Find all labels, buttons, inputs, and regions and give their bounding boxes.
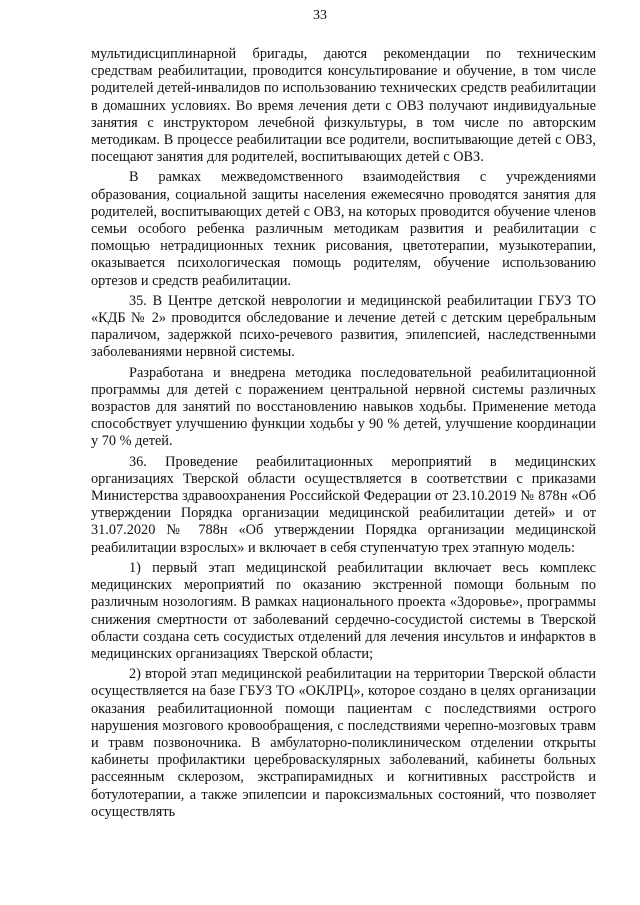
paragraph-item-36: 36. Проведение реабилитационных мероприятий в медицинских организациях Тверской области осуществляется в соответствии с приказами Министерства здравоохранения Российской Федерации от 23.10.2019 № 878н «Об утверждении Порядка организации медицинской реабилитации детей» и от 31.07.2020 № 788н «Об утверждении Порядка организации медицинской реабилитации взрослых» и включает в себя ступенчатую трех этапную модель: bbox=[91, 453, 596, 556]
paragraph-method: Разработана и внедрена методика последовательной реабилитационной программы для детей с поражением центральной нервной системы различных возрастов для занятий по восстановлению навыков ходьбы. Применение метода способствует улучшению функции ходьбы у 90 % детей, улучшение координации у 70 % детей. bbox=[91, 364, 596, 450]
page-number: 33 bbox=[313, 8, 327, 23]
paragraph-stage-2: 2) второй этап медицинской реабилитации на территории Тверской области осуществляется на базе ГБУЗ ТО «ОКЛРЦ», которое создано в целях организации оказания реабилитационной помощи пациентам с последствиями острого нарушения мозгового кровообращения, с последствиями черепно-мозговых травм и травм позвоночника. В амбулаторно-поликлиническом отделении открыты кабинеты профилактики цереброваскулярных заболеваний, кабинеты больных рассеянным склерозом, экстрапирамидных и когнитивных расстройств и ботулотерапии, а также эпилепсии и пароксизмальных состояний, что позволяет осуществлять bbox=[91, 666, 596, 820]
paragraph-continuation: мультидисциплинарной бригады, даются рекомендации по техническим средствам реабилитации, проводится консультирование и обучение, в том числе родителей детей-инвалидов по использованию технических средств реабилитации в домашних условиях. Во время лечения дети с ОВЗ получают индивидуальные занятия с инструктором лечебной физкультуры, в том числе по авторским методикам. В процессе реабилитации все родители, воспитывающие детей с ОВЗ, посещают занятия для родителей, воспитывающих детей с ОВЗ. bbox=[91, 46, 596, 166]
paragraph-stage-1: 1) первый этап медицинской реабилитации включает весь комплекс медицинских мероприятий по оказанию экстренной помощи больным по различным нозологиям. В рамках национального проекта «Здоровье», программы снижения смертности от заболеваний сердечно-сосудистой системы в Тверской области создана сеть сосудистых отделений для лечения инсультов и инфарктов в медицинских организациях Тверской области; bbox=[91, 559, 596, 662]
paragraph-interagency: В рамках межведомственного взаимодействия с учреждениями образования, социальной защиты населения ежемесячно проводятся занятия для родителей, воспитывающих детей с ОВЗ, на которых проводится обучение членов семьи особого ребенка различным методикам развития и реабилитации с помощью нетрадиционных техник рисования, цветотерапии, музыкотерапии, оказывается психологическая помощь родителям, обучение использованию ортезов и средств реабилитации. bbox=[91, 169, 596, 289]
paragraph-item-35: 35. В Центре детской неврологии и медицинской реабилитации ГБУЗ ТО «КДБ № 2» проводится обследование и лечение детей с детским церебральным параличом, задержкой психо-речевого развития, эпилепсией, наследственными заболеваниями нервной системы. bbox=[91, 292, 596, 361]
